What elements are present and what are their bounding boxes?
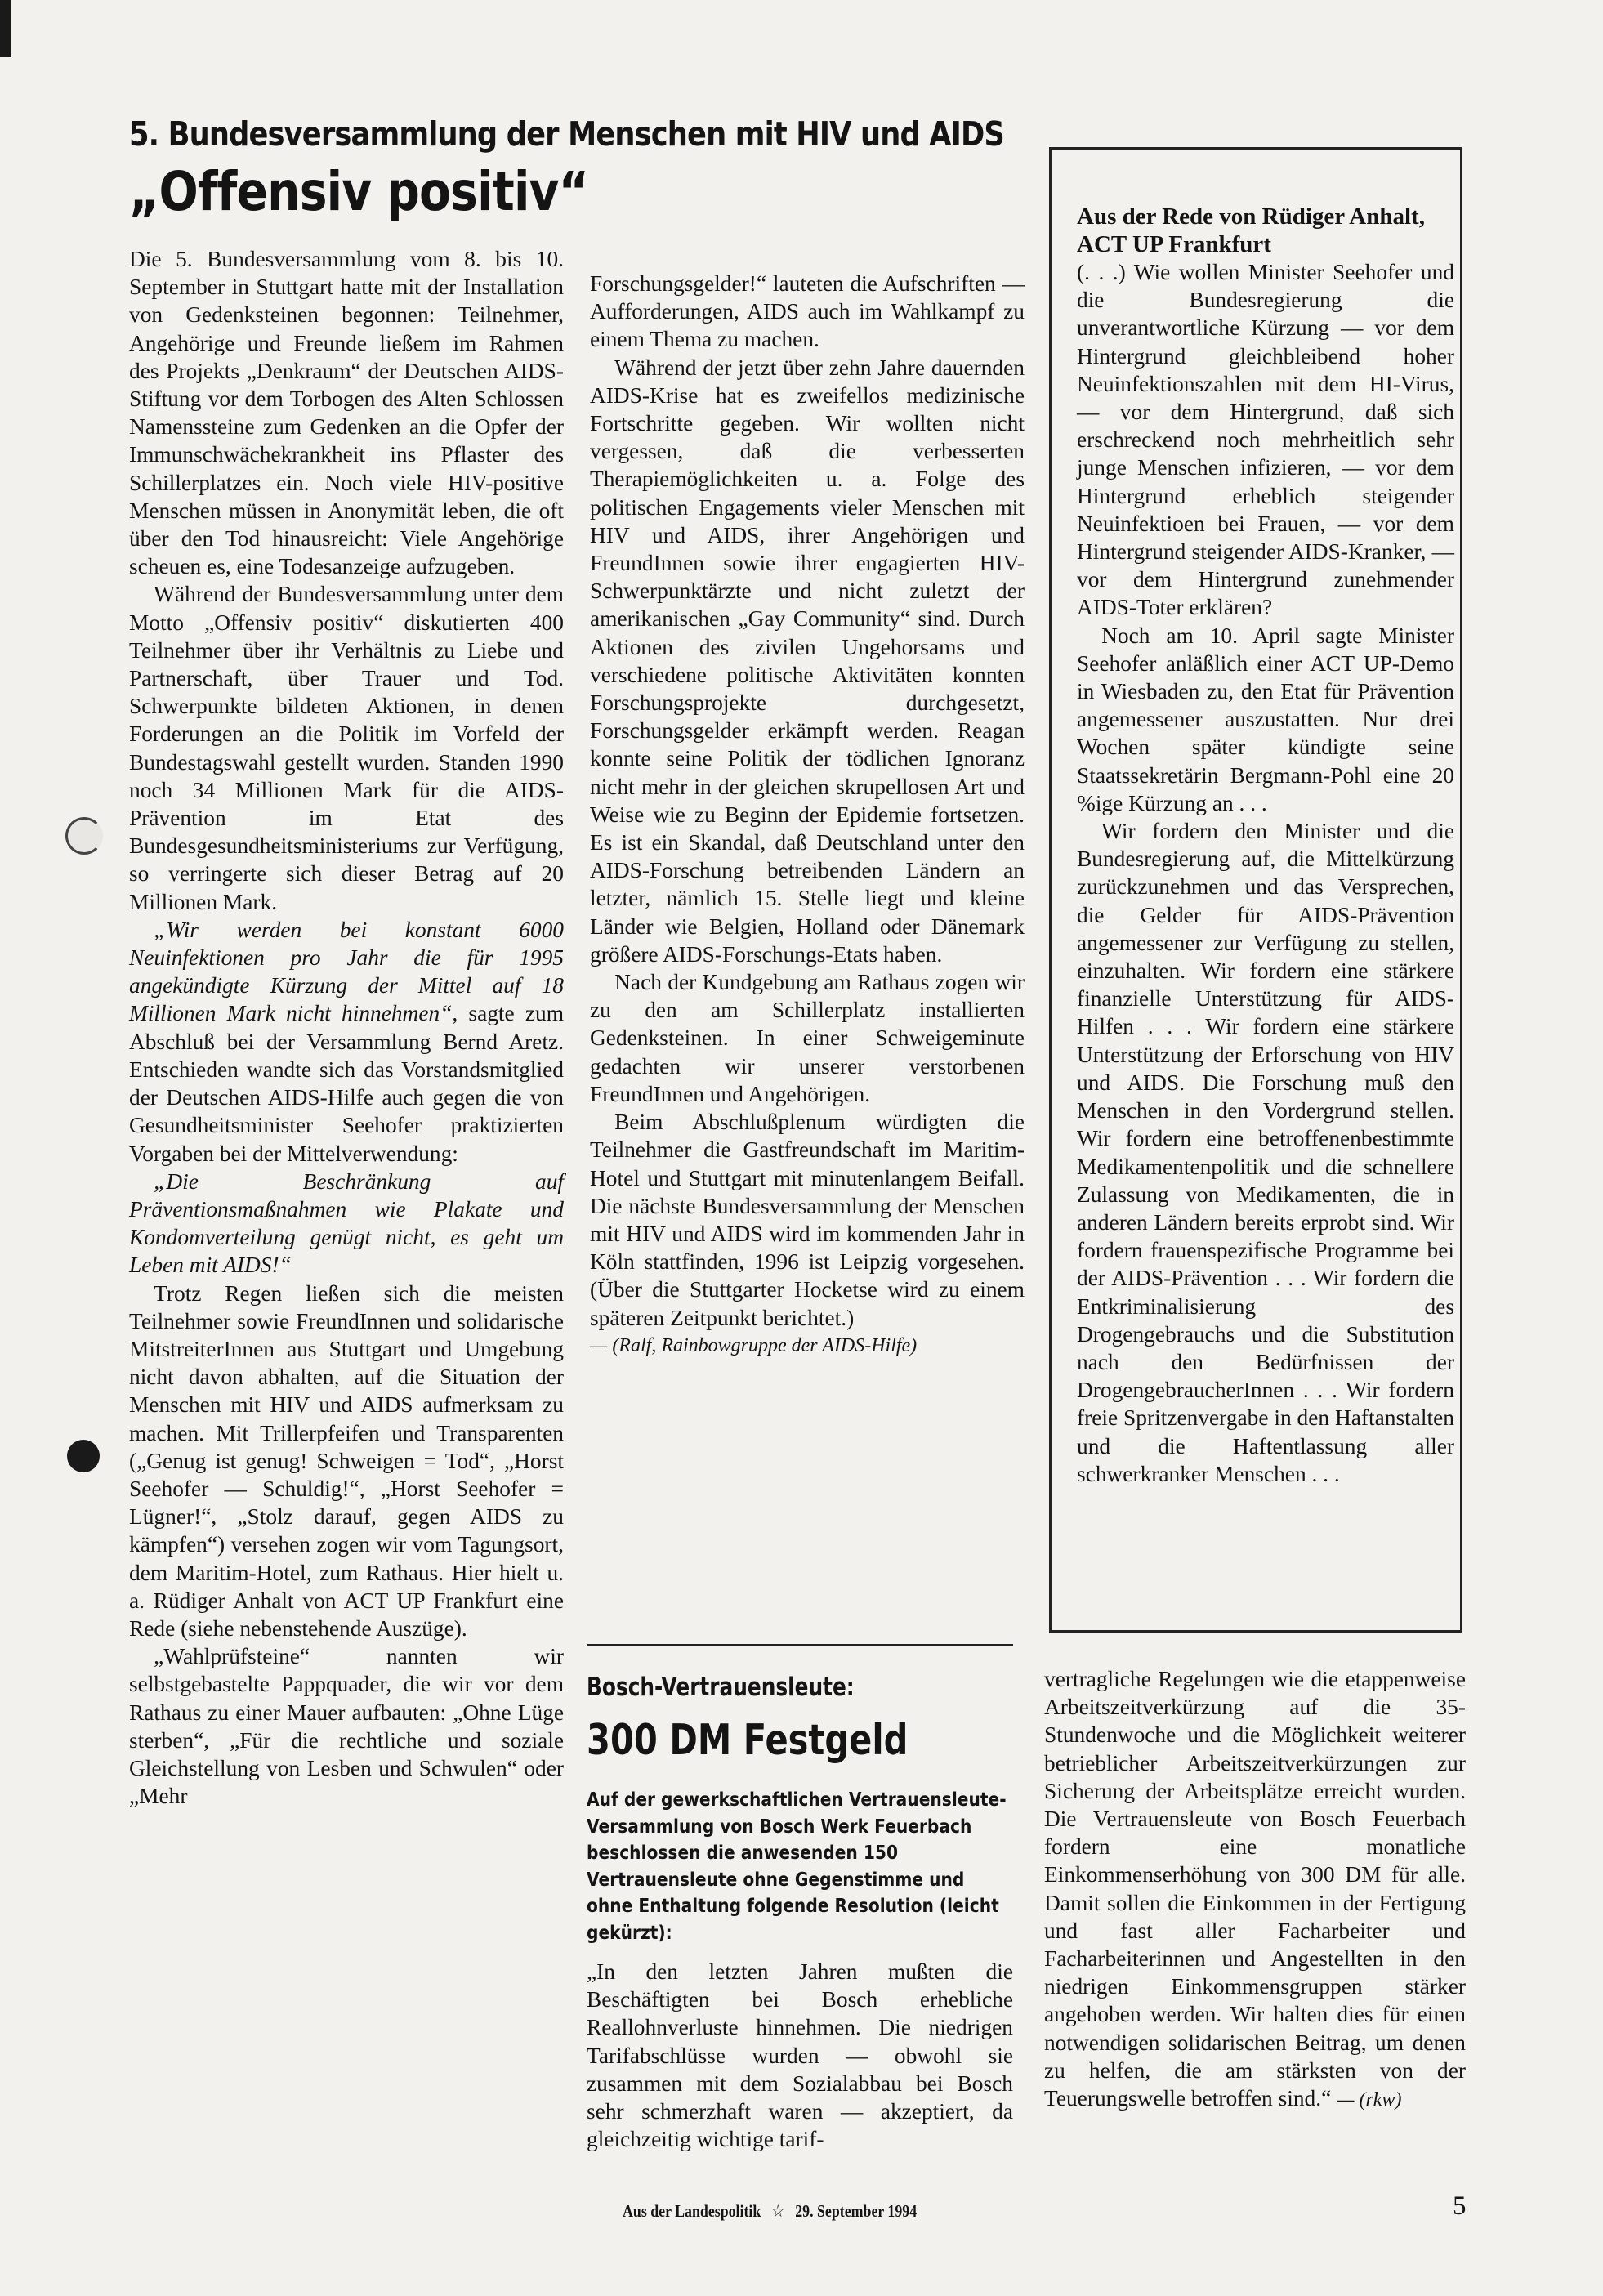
article-paragraph: Beim Abschlußplenum würdigten die Teilnehmer die Gastfreundschaft im Maritim-Hotel und Stuttgart mit minutenlangem Beifall. Die nächste Bundesversammlung der Menschen mit HIV und AIDS wird im kommenden Jahr in Köln stattfinden, 1996 ist Leipzig vorgesehen. (Über die Stuttgarter Hocketse wird zu einem späteren Zeitpunkt berichtet.) xyxy=(590,1110,1025,1330)
bosch-signature: — (rkw) xyxy=(1337,2089,1402,2111)
speech-paragraph: Noch am 10. April sagte Minister Seehofer anläßlich einer ACT UP-Demo in Wiesbaden zu, den Etat für Prävention angemessener auszustatten. Nur drei Wochen später kündigte seine Staatssekretärin Bergmann-Pohl eine 20 %ige Kürzung an . . . xyxy=(1077,623,1454,815)
punch-hole-bottom xyxy=(67,1440,100,1472)
quote-aretz: „Wir werden bei konstant 6000 Neuinfektionen pro Jahr die für 1995 angekündigte Kürzung der Mittel auf 18 Millionen Mark nicht hinnehmen“, xyxy=(129,917,564,1026)
article-column-1 xyxy=(129,245,564,1810)
speech-excerpt-column xyxy=(1077,203,1454,1488)
article-paragraph: „Wahlprüfsteine“ nannten wir selbstgebastelte Pappquader, die wir vor dem Rathaus zu einer Mauer aufbauten: „Ohne Lüge sterben“, „Für die rechtliche und soziale Gleichstellung von Lesben und Schwulen“ oder „Mehr xyxy=(129,1644,564,1809)
page-footer xyxy=(623,2201,917,2222)
article-column-2 xyxy=(590,270,1025,1360)
bosch-lead: Auf der gewerkschaftlichen Vertrauensleute-Versammlung von Bosch Werk Feuerbach beschlossen die anwesenden 150 Vertrauensleute ohne Gegenstimme und ohne Enthaltung folgende Resolution (leicht gekürzt): xyxy=(587,1788,1007,1944)
quote-aids-hilfe: „Die Beschränkung auf Präventionsmaßnahmen wie Plakate und Kondomverteilung genügt nicht, es geht um Leben mit AIDS!“ xyxy=(129,1168,564,1278)
bosch-paragraph: „In den letzten Jahren mußten die Beschäftigten bei Bosch erhebliche Reallohnverluste hinnehmen. Die niedrigen Tarifabschlüsse wurden — obwohl sie zusammen mit dem Sozialabbau bei Bosch sehr schmerzhaft waren — akzeptiert, da gleichzeitig wichtige tarif- xyxy=(587,1959,1013,2152)
footer-source: Aus der Landespolitik xyxy=(623,2201,761,2221)
article-title: „Offensiv positiv“ xyxy=(129,160,589,223)
bosch-kicker: Bosch-Vertrauensleute: xyxy=(587,1673,855,1702)
section-divider xyxy=(587,1644,1013,1646)
bosch-column-2 xyxy=(1044,1665,1466,2114)
page-number: 5 xyxy=(1453,2191,1467,2221)
scan-edge-mark xyxy=(0,0,11,57)
article-paragraph: Nach der Kundgebung am Rathaus zogen wir zu den am Schillerplatz installierten Gedenksteinen. In einer Schweigeminute gedachten wir unserer verstorbenen FreundInnen und Angehörigen. xyxy=(590,970,1025,1106)
article-paragraph: Trotz Regen ließen sich die meisten Teilnehmer sowie FreundInnen und solidarische MitstreiterInnen aus Stuttgart und Umgebung nicht davon abhalten, auf die Situation der Menschen mit HIV und AIDS aufmerksam zu machen. Mit Trillerpfeifen und Transparenten („Genug ist genug! Schweigen = Tod“, „Horst Seehofer — Schuldig!“, „Horst Seehofer = Lügner!“, „Stolz darauf, gegen AIDS zu kämpfen“) versehen zogen wir vom Tagungsort, dem Maritim-Hotel, zum Rathaus. Hier hielt u. a. Rüdiger Anhalt von ACT UP Frankfurt eine Rede (siehe nebenstehende Auszüge). xyxy=(129,1280,564,1641)
bosch-column-1 xyxy=(587,1958,1013,2153)
quote-attribution: sagte zum Abschluß bei der Versammlung Bernd Aretz. Entschieden wandte sich das Vorstandsmitglied der Deutschen AIDS-Hilfe auch gegen die von Gesundheitsminister Seehofer praktizierten Vorgaben bei der Mittelverwendung: xyxy=(129,1001,564,1166)
article-paragraph: Während der jetzt über zehn Jahre dauernden AIDS-Krise hat es zweifellos medizinische Fortschritte gegeben. Wir wollten nicht vergessen, daß die verbesserten Therapiemöglichkeiten u. a. Folge des politischen Engagements vieler Menschen mit HIV und AIDS, ihrer Angehörigen und FreundInnen sowie ihrer engagierten HIV-Schwerpunktärzte und nicht zuletzt der amerikanischen „Gay Community“ sind. Durch Aktionen des zivilen Ungehorsams und verschiedene politische Aktivitäten konnten Forschungsprojekte durchgesetzt, Forschungsgelder erkämpft werden. Reagan konnte seine Politik der tödlichen Ignoranz nicht mehr in der gleichen skrupellosen Art und Weise wie zu Beginn der Epidemie fortsetzen. Es ist ein Skandal, daß Deutschland unter den AIDS-Forschung betreibenden Ländern an letzter, nämlich 15. Stelle liegt und kleine Länder wie Belgien, Holland oder Dänemark größere AIDS-Forschungs-Etats haben. xyxy=(590,355,1025,967)
article-paragraph: Während der Bundesversammlung unter dem Motto „Offensiv positiv“ diskutierten 400 Teilnehmer über ihr Verhältnis zu Liebe und Partnerschaft, über Trauer und Tod. Schwerpunkte bildeten Aktionen, in denen Forderungen an die Politik im Vorfeld der Bundestagswahl gestellt wurden. Standen 1990 noch 34 Millionen Mark für die AIDS-Prävention im Etat des Bundesgesundheitsministeriums zur Verfügung, so verringerte sich dieser Betrag auf 20 Millionen Mark. xyxy=(129,582,564,914)
article-signature: — (Ralf, Rainbowgruppe der AIDS-Hilfe) xyxy=(590,1334,918,1356)
star-icon: ☆ xyxy=(771,2201,785,2221)
speech-paragraph: Wir fordern den Minister und die Bundesregierung auf, die Mittelkürzung zurückzunehmen und das Versprechen, die Gelder für AIDS-Prävention angemessener zur Verfügung zu stellen, einzuhalten. Wir fordern eine stärkere finanzielle Unterstützung für AIDS-Hilfen . . . Wir fordern eine stärkere Unterstützung der Erforschung von HIV und AIDS. Die Forschung muß den Menschen in den Vordergrund stellen. Wir fordern eine betroffenenbestimmte Medikamentenpolitik und die schnellere Zulassung von Medikamenten, die in anderen Ländern bereits erprobt sind. Wir fordern frauenspezifische Programme bei der AIDS-Prävention . . . Wir fordern die Entkriminalisierung des Drogengebrauchs und die Substitution nach den Bedürfnissen der DrogengebraucherInnen . . . Wir fordern freie Spritzenvergabe in den Haftanstalten und die Haftentlassung aller schwerkranker Menschen . . . xyxy=(1077,819,1454,1486)
bosch-paragraph xyxy=(1044,1665,1466,2114)
article-kicker: 5. Bundesversammlung der Menschen mit HIV und AIDS xyxy=(129,114,1004,154)
article-paragraph: Forschungsgelder!“ lauteten die Aufschriften — Aufforderungen, AIDS auch im Wahlkampf zu einem Thema zu machen. xyxy=(590,271,1025,352)
article-paragraph: Die 5. Bundesversammlung vom 8. bis 10. September in Stuttgart hatte mit der Installation von Gedenksteinen begonnen: Teilnehmer, Angehörige und Freunde ließem im Rahmen des Projekts „Denkraum“ der Deutschen AIDS-Stiftung vor dem Torbogen des Alten Schlossen Namenssteine zum Gedenken an die Opfer der Immunschwächekrankheit ins Pflaster des Schillerplatzes ein. Noch viele HIV-positive Menschen müssen in Anonymität leben, die oft über den Tod hinausreicht: Viele Angehörige scheuen es, eine Todesanzeige aufzugeben. xyxy=(129,247,564,579)
bosch-text: vertragliche Regelungen wie die etappenweise Arbeitszeitverkürzung auf die 35-Stundenwoche und die Möglichkeit weiterer betrieblicher Arbeitszeitverkürzungen zur Sicherung der Arbeitsplätze erreicht wurden. Die Vertrauensleute von Bosch Feuerbach fordern eine monatliche Einkommenserhöhung von 300 DM für alle. Damit sollen die Einkommen in der Fertigung und fast aller Facharbeiter und Facharbeiterinnen und Angestellten in den niedrigen Einkommensgruppen stärker angehoben werden. Wir halten dies für einen notwendigen solidarischen Beitrag, um denen zu helfen, die am stärksten von der Teuerungswelle betroffen sind.“ xyxy=(1044,1667,1466,2111)
bosch-title: 300 DM Festgeld xyxy=(587,1716,909,1765)
footer-date: 29. September 1994 xyxy=(795,2201,918,2221)
speech-paragraph: (. . .) Wie wollen Minister Seehofer und die Bundesregierung die unverantwortliche Kürzung — vor dem Hintergrund gleichbleibend hoher Neuinfektionszahlen mit dem HI-Virus, — vor dem Hintergrund, daß sich erschreckend noch mehrheitlich sehr junge Menschen infizieren, — vor dem Hintergrund erheblich steigender Neuinfektioen bei Frauen, — vor dem Hintergrund steigender AIDS-Kranker, — vor dem Hintergrund zunehmender AIDS-Toter erklären? xyxy=(1077,260,1454,620)
quote-paragraph xyxy=(129,916,564,1168)
speech-excerpt-heading: Aus der Rede von Rüdiger Anhalt, ACT UP Frankfurt xyxy=(1077,203,1425,257)
punch-hole-top xyxy=(65,817,103,855)
